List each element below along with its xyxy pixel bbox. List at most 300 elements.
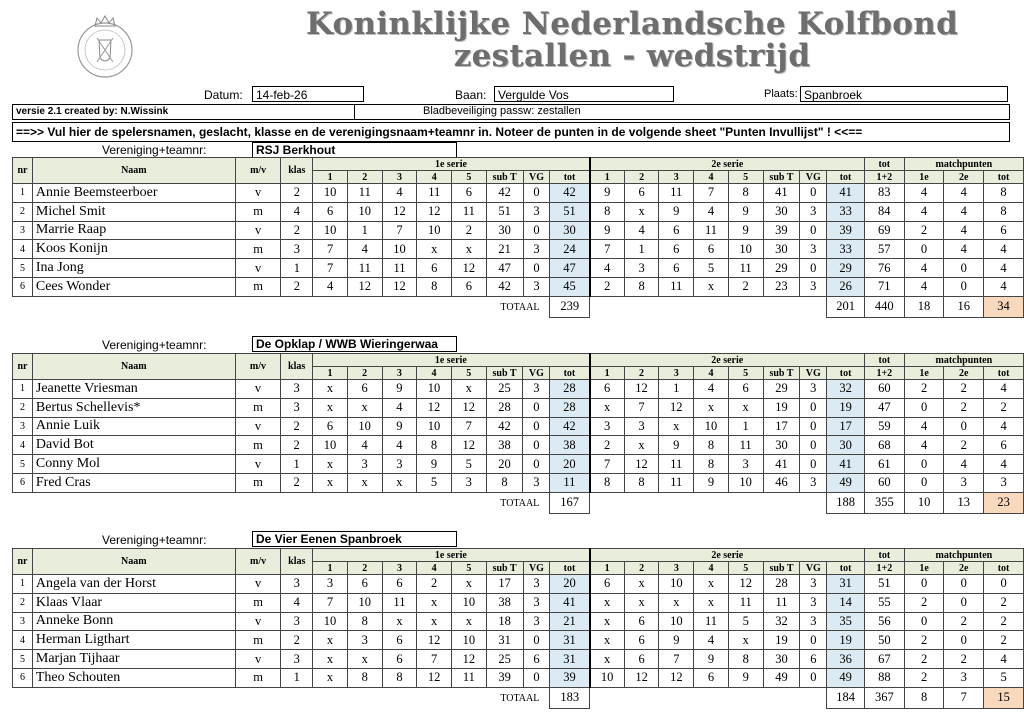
- throw-score: 3: [624, 417, 659, 436]
- matchpunten-tot: 2: [984, 593, 1024, 612]
- serie2-total: 41: [827, 184, 865, 203]
- col-header-serie-tot: tot: [827, 171, 865, 184]
- throw-score: 7: [417, 650, 452, 669]
- throw-score: 11: [694, 221, 729, 240]
- player-klas[interactable]: 2: [281, 631, 313, 650]
- player-row: [13, 221, 1024, 240]
- throw-score: 6: [382, 575, 417, 594]
- throw-score: x: [728, 398, 763, 417]
- throw-score: 8: [347, 612, 382, 631]
- throw-score: 11: [452, 202, 487, 221]
- throw-score: 6: [624, 184, 659, 203]
- throw-score: x: [451, 575, 486, 594]
- serie1-total: 28: [550, 398, 590, 417]
- throw-score: 6: [313, 417, 348, 436]
- throw-score: 6: [624, 612, 659, 631]
- spacer: [13, 687, 313, 708]
- throw-score: 6: [382, 650, 417, 669]
- throw-score: 10: [659, 612, 694, 631]
- throw-score: 8: [624, 277, 659, 296]
- col-header-subt: sub T: [763, 367, 800, 380]
- serie1-subtotal: 38: [486, 436, 523, 455]
- throw-score: 6: [347, 575, 382, 594]
- throw-score: 10: [417, 380, 452, 399]
- player-row: [13, 277, 1024, 296]
- serie1-subtotal: 42: [486, 417, 523, 436]
- matchpunten-1e: 4: [904, 436, 944, 455]
- player-klas[interactable]: 3: [281, 380, 313, 399]
- player-row: [13, 240, 1024, 259]
- throw-score: x: [659, 593, 694, 612]
- serie2-total: 19: [827, 631, 865, 650]
- throw-score: 6: [728, 380, 763, 399]
- player-name[interactable]: Ina Jong: [32, 259, 235, 278]
- col-header-throw: 5: [451, 367, 486, 380]
- col-header-vg: VG: [523, 562, 550, 575]
- kolfbond-logo: [66, 14, 144, 80]
- serie2-subtotal: 39: [763, 221, 800, 240]
- matchpunten-2e: 2: [944, 650, 984, 669]
- player-gender[interactable]: m: [235, 473, 281, 492]
- throw-score: 9: [728, 668, 763, 687]
- player-nr: 3: [13, 612, 33, 631]
- matchpunten-tot: 8: [984, 202, 1024, 221]
- col-header-throw: 1: [313, 562, 348, 575]
- throw-score: 8: [624, 473, 659, 492]
- throw-score: 12: [451, 398, 486, 417]
- player-row: [13, 668, 1024, 687]
- datum-field[interactable]: 14-feb-26: [252, 86, 364, 102]
- player-gender[interactable]: m: [235, 593, 281, 612]
- serie2-vg: 0: [800, 436, 827, 455]
- throw-score: x: [313, 650, 348, 669]
- serie1-subtotal: 8: [486, 473, 523, 492]
- throw-score: 9: [382, 380, 417, 399]
- throw-score: 12: [624, 380, 659, 399]
- serie1-team-total: 167: [550, 492, 590, 513]
- col-header-throw: 1: [590, 562, 625, 575]
- throw-score: 10: [417, 417, 452, 436]
- matchpunten-tot: 6: [984, 436, 1024, 455]
- throw-score: 7: [624, 398, 659, 417]
- matchpunten-1e: 0: [904, 612, 944, 631]
- throw-score: 3: [624, 259, 659, 278]
- player-nr: 5: [13, 455, 33, 474]
- version-text: versie 2.1 created by: N.Wissink: [16, 106, 169, 117]
- team-matchpunten-1e: 8: [904, 687, 944, 708]
- matchpunten-tot: 5: [984, 668, 1024, 687]
- col-header-subt: sub T: [486, 367, 523, 380]
- spacer: [13, 296, 313, 317]
- player-klas[interactable]: 4: [281, 593, 313, 612]
- col-header-throw: 2: [624, 367, 659, 380]
- col-header-mp1: 1e: [904, 171, 944, 184]
- player-name[interactable]: Marrie Raap: [32, 221, 235, 240]
- spacer: [590, 296, 827, 317]
- matchpunten-tot: 0: [984, 575, 1024, 594]
- serie1-subtotal: 51: [486, 202, 523, 221]
- player-name[interactable]: Koos Konijn: [32, 240, 235, 259]
- matchpunten-tot: 4: [984, 380, 1024, 399]
- player-gender[interactable]: m: [235, 398, 281, 417]
- col-header-throw: 4: [417, 171, 452, 184]
- serie2-subtotal: 23: [763, 277, 800, 296]
- player-name[interactable]: Marjan Tijhaar: [32, 650, 235, 669]
- team-matchpunten-total: 34: [984, 296, 1024, 317]
- throw-score: 11: [659, 184, 694, 203]
- spacer: [590, 687, 827, 708]
- matchpunten-1e: 2: [904, 221, 944, 240]
- col-header-throw: 5: [728, 367, 763, 380]
- col-header-throw: 4: [694, 562, 729, 575]
- player-nr: 6: [13, 277, 33, 296]
- throw-score: x: [452, 240, 487, 259]
- player-klas[interactable]: 1: [281, 455, 313, 474]
- col-header-serie1: 1e serie: [313, 549, 590, 562]
- serie1-vg: 3: [523, 380, 550, 399]
- throw-score: 12: [728, 575, 763, 594]
- player-klas[interactable]: 3: [281, 612, 313, 631]
- col-header-throw: 2: [347, 562, 382, 575]
- player-klas[interactable]: 3: [281, 240, 313, 259]
- throw-score: 7: [313, 259, 348, 278]
- serie2-vg: 3: [800, 612, 827, 631]
- serie1-vg: 0: [523, 436, 550, 455]
- serie1-vg: 0: [523, 398, 550, 417]
- player-row: [13, 631, 1024, 650]
- player-klas[interactable]: 1: [281, 668, 313, 687]
- col-header-naam: Naam: [32, 549, 235, 575]
- player-klas[interactable]: 1: [281, 259, 313, 278]
- serie1-vg: 0: [523, 631, 550, 650]
- col-header-serie2: 2e serie: [590, 549, 865, 562]
- matchpunten-2e: 0: [944, 593, 984, 612]
- player-name[interactable]: Klaas Vlaar: [32, 593, 235, 612]
- throw-score: 8: [728, 184, 763, 203]
- serie1-vg: 3: [523, 612, 550, 631]
- throw-score: x: [313, 668, 348, 687]
- throw-score: 6: [347, 380, 382, 399]
- serie1-subtotal: 20: [486, 455, 523, 474]
- throw-score: 7: [451, 417, 486, 436]
- baan-field[interactable]: Vergulde Vos: [494, 86, 674, 102]
- matchpunten-2e: 3: [944, 668, 984, 687]
- player-klas[interactable]: 2: [281, 184, 313, 203]
- player-name[interactable]: Angela van der Horst: [32, 575, 235, 594]
- throw-score: 9: [417, 455, 452, 474]
- player-klas[interactable]: 2: [281, 436, 313, 455]
- serie2-vg: 0: [800, 184, 827, 203]
- team-name-field[interactable]: De Opklap / WWB Wieringerwaa: [252, 336, 457, 352]
- serie1-subtotal: 18: [486, 612, 523, 631]
- team-total-1-2: 367: [865, 687, 905, 708]
- serie1-subtotal: 39: [486, 668, 523, 687]
- player-gender[interactable]: v: [235, 612, 281, 631]
- serie2-subtotal: 19: [763, 398, 800, 417]
- player-gender[interactable]: m: [235, 240, 281, 259]
- player-klas[interactable]: 2: [281, 221, 313, 240]
- serie2-vg: 3: [800, 202, 827, 221]
- matchpunten-tot: 4: [984, 240, 1024, 259]
- player-row: [13, 473, 1024, 492]
- player-name[interactable]: Jeanette Vriesman: [32, 380, 235, 399]
- player-gender[interactable]: v: [235, 380, 281, 399]
- player-klas[interactable]: 3: [281, 650, 313, 669]
- player-gender[interactable]: m: [235, 631, 281, 650]
- serie2-subtotal: 28: [763, 575, 800, 594]
- player-name[interactable]: Anneke Bonn: [32, 612, 235, 631]
- player-name[interactable]: David Bot: [32, 436, 235, 455]
- total-1-2: 71: [864, 277, 904, 296]
- throw-score: 5: [451, 455, 486, 474]
- serie1-total: 42: [550, 417, 590, 436]
- throw-score: 4: [694, 202, 729, 221]
- team-name-field[interactable]: RSJ Berkhout: [252, 142, 457, 158]
- throw-score: x: [590, 593, 625, 612]
- player-klas[interactable]: 4: [281, 202, 313, 221]
- player-klas[interactable]: 2: [281, 417, 313, 436]
- col-header-mp2: 2e: [944, 171, 984, 184]
- throw-score: 4: [624, 221, 659, 240]
- serie2-subtotal: 30: [763, 436, 800, 455]
- total-1-2: 60: [864, 380, 904, 399]
- player-name[interactable]: Theo Schouten: [32, 668, 235, 687]
- col-header-throw: 2: [347, 367, 382, 380]
- player-gender[interactable]: m: [235, 277, 281, 296]
- player-name[interactable]: Cees Wonder: [32, 277, 235, 296]
- matchpunten-1e: 0: [904, 398, 944, 417]
- throw-score: 10: [694, 417, 729, 436]
- throw-score: 11: [451, 668, 486, 687]
- spacer: [13, 492, 313, 513]
- player-row: [13, 575, 1024, 594]
- player-name[interactable]: Fred Cras: [32, 473, 235, 492]
- throw-score: x: [590, 631, 625, 650]
- player-row: [13, 184, 1024, 203]
- player-nr: 4: [13, 436, 33, 455]
- throw-score: 10: [347, 593, 382, 612]
- col-header-tot: tot: [864, 158, 904, 171]
- throw-score: 12: [659, 398, 694, 417]
- throw-score: x: [590, 650, 625, 669]
- serie2-total: 31: [827, 575, 865, 594]
- player-klas[interactable]: 2: [281, 277, 313, 296]
- player-nr: 2: [13, 593, 33, 612]
- serie2-total: 17: [827, 417, 865, 436]
- player-name[interactable]: Michel Smit: [32, 202, 235, 221]
- player-row: [13, 259, 1024, 278]
- player-gender[interactable]: v: [235, 575, 281, 594]
- throw-score: 9: [590, 221, 625, 240]
- col-header-mp1: 1e: [904, 562, 944, 575]
- serie2-subtotal: 30: [763, 240, 800, 259]
- header-row: [13, 158, 1024, 171]
- player-nr: 4: [13, 631, 33, 650]
- serie2-subtotal: 41: [763, 455, 800, 474]
- matchpunten-1e: 0: [904, 455, 944, 474]
- throw-score: 12: [451, 650, 486, 669]
- throw-score: x: [347, 398, 382, 417]
- throw-score: x: [313, 631, 348, 650]
- serie2-subtotal: 17: [763, 417, 800, 436]
- throw-score: 12: [417, 631, 452, 650]
- serie1-vg: 0: [523, 455, 550, 474]
- team-total-1-2: 355: [864, 492, 904, 513]
- col-header-klas: klas: [281, 354, 313, 380]
- serie2-subtotal: 11: [763, 593, 800, 612]
- serie1-total: 31: [550, 631, 590, 650]
- player-name[interactable]: Annie Beemsteerboer: [32, 184, 235, 203]
- col-header-serie1: 1e serie: [313, 354, 590, 367]
- throw-score: 11: [382, 259, 417, 278]
- serie1-total: 24: [550, 240, 590, 259]
- datum-label: Datum:: [204, 88, 243, 102]
- matchpunten-2e: 0: [944, 631, 984, 650]
- player-gender[interactable]: m: [235, 202, 281, 221]
- totaal-row: [13, 687, 1024, 708]
- col-header-mptot: tot: [984, 562, 1024, 575]
- throw-score: 6: [417, 259, 452, 278]
- throw-score: 9: [728, 221, 763, 240]
- col-header-throw: 3: [659, 367, 694, 380]
- team-total-1-2: 440: [864, 296, 904, 317]
- player-gender[interactable]: v: [235, 259, 281, 278]
- player-nr: 5: [13, 650, 33, 669]
- throw-score: 6: [452, 277, 487, 296]
- serie2-total: 19: [827, 398, 865, 417]
- player-name[interactable]: Annie Luik: [32, 417, 235, 436]
- totaal-row: [13, 296, 1024, 317]
- serie1-vg: 3: [523, 575, 550, 594]
- player-gender[interactable]: m: [235, 668, 281, 687]
- team-matchpunten-total: 23: [984, 492, 1024, 513]
- player-gender[interactable]: v: [235, 650, 281, 669]
- throw-score: 4: [347, 240, 382, 259]
- player-name[interactable]: Conny Mol: [32, 455, 235, 474]
- player-row: [13, 398, 1024, 417]
- throw-score: x: [624, 202, 659, 221]
- matchpunten-1e: 0: [904, 575, 944, 594]
- throw-score: x: [382, 612, 417, 631]
- matchpunten-1e: 0: [904, 473, 944, 492]
- throw-score: 3: [313, 575, 348, 594]
- throw-score: 8: [417, 436, 452, 455]
- matchpunten-tot: 2: [984, 398, 1024, 417]
- throw-score: 10: [313, 184, 348, 203]
- throw-score: 1: [659, 380, 694, 399]
- serie1-subtotal: 31: [486, 631, 523, 650]
- serie1-total: 31: [550, 650, 590, 669]
- col-header-mptot: tot: [984, 367, 1024, 380]
- col-header-vg: VG: [800, 367, 827, 380]
- player-gender[interactable]: v: [235, 455, 281, 474]
- matchpunten-2e: 4: [944, 455, 984, 474]
- col-header-serie-tot: tot: [550, 171, 590, 184]
- throw-score: 10: [451, 593, 486, 612]
- col-header-subt: sub T: [763, 171, 800, 184]
- serie2-vg: 3: [800, 473, 827, 492]
- player-klas[interactable]: 3: [281, 575, 313, 594]
- throw-score: 4: [382, 184, 417, 203]
- header-row: [13, 549, 1024, 562]
- serie2-vg: 3: [800, 277, 827, 296]
- matchpunten-2e: 2: [944, 436, 984, 455]
- serie2-team-total: 184: [827, 687, 865, 708]
- serie1-total: 28: [550, 380, 590, 399]
- throw-score: 11: [728, 436, 763, 455]
- throw-score: x: [382, 473, 417, 492]
- throw-score: 6: [590, 575, 625, 594]
- throw-score: x: [313, 455, 348, 474]
- player-row: [13, 202, 1024, 221]
- col-header-vg: VG: [523, 171, 550, 184]
- col-header-mv: m/v: [235, 549, 281, 575]
- player-gender[interactable]: v: [235, 417, 281, 436]
- team-name-field[interactable]: De Vier Eenen Spanbroek: [252, 531, 457, 547]
- serie2-vg: 0: [800, 398, 827, 417]
- throw-score: x: [347, 473, 382, 492]
- matchpunten-tot: 2: [984, 612, 1024, 631]
- serie1-total: 38: [550, 436, 590, 455]
- plaats-field[interactable]: Spanbroek: [800, 86, 1008, 102]
- throw-score: 7: [590, 240, 625, 259]
- player-gender[interactable]: v: [235, 221, 281, 240]
- throw-score: 10: [728, 240, 763, 259]
- col-header-throw: 1: [313, 367, 348, 380]
- throw-score: x: [694, 398, 729, 417]
- player-gender[interactable]: m: [235, 436, 281, 455]
- throw-score: 10: [347, 417, 382, 436]
- throw-score: 2: [728, 277, 763, 296]
- col-header-naam: Naam: [32, 354, 235, 380]
- serie2-vg: 6: [800, 650, 827, 669]
- matchpunten-2e: 4: [944, 184, 984, 203]
- serie2-total: 29: [827, 259, 865, 278]
- total-1-2: 61: [864, 455, 904, 474]
- total-1-2: 50: [865, 631, 905, 650]
- col-header-serie-tot: tot: [550, 562, 590, 575]
- title-line-2: zestallen - wedstrijd: [453, 38, 811, 74]
- throw-score: 2: [590, 436, 625, 455]
- serie2-total: 49: [827, 668, 865, 687]
- throw-score: 10: [347, 202, 382, 221]
- throw-score: 1: [347, 221, 382, 240]
- col-header-subt: sub T: [486, 171, 523, 184]
- matchpunten-tot: 2: [984, 631, 1024, 650]
- throw-score: 5: [694, 259, 729, 278]
- serie2-vg: 3: [800, 593, 827, 612]
- divider: [354, 105, 355, 119]
- player-name[interactable]: Bertus Schellevis*: [32, 398, 235, 417]
- throw-score: 9: [694, 650, 729, 669]
- throw-score: 12: [624, 455, 659, 474]
- matchpunten-1e: 4: [904, 277, 944, 296]
- throw-score: 6: [452, 184, 487, 203]
- player-klas[interactable]: 3: [281, 398, 313, 417]
- throw-score: x: [417, 593, 452, 612]
- player-name[interactable]: Herman Ligthart: [32, 631, 235, 650]
- player-gender[interactable]: v: [235, 184, 281, 203]
- throw-score: 10: [313, 221, 348, 240]
- throw-score: 11: [382, 593, 417, 612]
- throw-score: 8: [417, 277, 452, 296]
- col-header-tot: tot: [865, 549, 905, 562]
- serie1-vg: 3: [523, 202, 550, 221]
- player-klas[interactable]: 2: [281, 473, 313, 492]
- throw-score: 12: [417, 202, 452, 221]
- throw-score: x: [728, 631, 763, 650]
- serie1-subtotal: 42: [486, 184, 523, 203]
